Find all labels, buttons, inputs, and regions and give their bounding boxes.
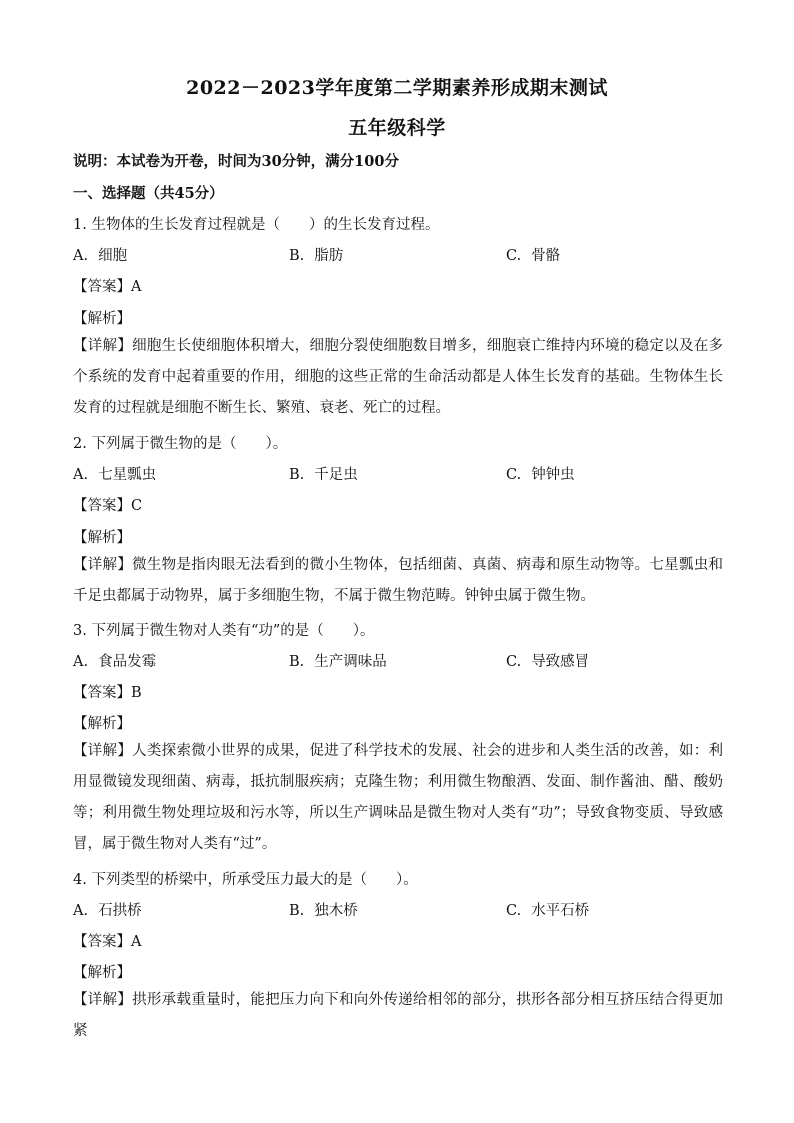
option-label: A.	[73, 654, 89, 670]
option-label: C.	[506, 903, 522, 919]
detail-paragraph: 【详解】拱形承载重量时，能把压力向下和向外传递给相邻的部分，拱形各部分相互挤压结合得更加紧	[73, 992, 723, 1039]
option-text: 七星瓢虫	[98, 467, 157, 483]
option-b	[289, 244, 343, 265]
option-text: 钟钟虫	[531, 467, 575, 483]
option-a	[73, 463, 156, 484]
analysis-heading: 【解析】	[73, 716, 131, 732]
answer: 【答案】C	[73, 498, 143, 514]
analysis-heading: 【解析】	[73, 311, 131, 327]
option-text: 独木桥	[314, 903, 358, 919]
option-b	[289, 463, 358, 484]
detail-paragraph: 【详解】细胞生长使细胞体积增大，细胞分裂使细胞数目增多，细胞衰亡维持内环境的稳定以及在多个系统的发育中起着重要的作用，细胞的这些正常的生命活动都是人体生长发育的基础。生物体生长发育的过程就是细胞不断生长、繁殖、衰老、死亡的过程。	[73, 338, 723, 416]
answer: 【答案】A	[73, 279, 142, 295]
page-title: 2022－2023学年度第二学期素养形成期末测试	[186, 77, 608, 99]
option-text: 水平石桥	[531, 903, 590, 919]
option-label: B.	[289, 654, 305, 670]
exam-note: 说明：本试卷为开卷，时间为30分钟，满分100分	[73, 153, 399, 170]
question-stem: 3. 下列属于微生物对人类有“功”的是（ ）。	[73, 623, 375, 639]
option-a	[73, 650, 156, 671]
option-text: 脂肪	[314, 248, 344, 264]
option-label: B.	[289, 248, 305, 264]
detail-paragraph: 【详解】微生物是指肉眼无法看到的微小生物体，包括细菌、真菌、病毒和原生动物等。七星瓢虫和千足虫都属于动物界，属于多细胞生物，不属于微生物范畴。钟钟虫属于微生物。	[73, 557, 723, 604]
option-label: A.	[73, 903, 89, 919]
option-a	[73, 244, 127, 265]
option-text: 骨骼	[531, 248, 561, 264]
question-stem: 1. 生物体的生长发育过程就是（ ）的生长发育过程。	[73, 217, 440, 233]
option-label: C.	[506, 654, 522, 670]
option-c	[506, 244, 560, 265]
answer: 【答案】B	[73, 685, 142, 701]
option-label: B.	[289, 467, 305, 483]
section-heading: 一、选择题（共45分）	[73, 185, 224, 202]
option-b	[289, 650, 387, 671]
option-label: C.	[506, 467, 522, 483]
detail-paragraph: 【详解】人类探索微小世界的成果，促进了科学技术的发展、社会的进步和人类生活的改善，如：利用显微镜发现细菌、病毒，抵抗制服疾病；克隆生物；利用微生物酿酒、发面、制作酱油、醋、酸奶等；利用微生物处理垃圾和污水等，所以生产调味品是微生物对人类有“功”；导致食物变质、导致感冒，属于微生物对人类有“过”。	[73, 743, 723, 852]
option-text: 食品发霉	[98, 654, 157, 670]
analysis-heading: 【解析】	[73, 965, 131, 981]
option-text: 导致感冒	[531, 654, 590, 670]
page-subtitle: 五年级科学	[348, 117, 446, 139]
option-label: A.	[73, 248, 89, 264]
option-text: 石拱桥	[98, 903, 142, 919]
option-text: 生产调味品	[314, 654, 387, 670]
option-text: 千足虫	[314, 467, 358, 483]
option-a	[73, 899, 142, 920]
answer: 【答案】A	[73, 934, 142, 950]
option-label: C.	[506, 248, 522, 264]
option-label: A.	[73, 467, 89, 483]
option-text: 细胞	[98, 248, 128, 264]
question-stem: 2. 下列属于微生物的是（ ）。	[73, 436, 288, 452]
option-b	[289, 899, 358, 920]
analysis-heading: 【解析】	[73, 530, 131, 546]
option-c	[506, 463, 575, 484]
question-stem: 4. 下列类型的桥梁中，所承受压力最大的是（ ）。	[73, 872, 418, 888]
option-c	[506, 650, 589, 671]
option-c	[506, 899, 589, 920]
option-label: B.	[289, 903, 305, 919]
